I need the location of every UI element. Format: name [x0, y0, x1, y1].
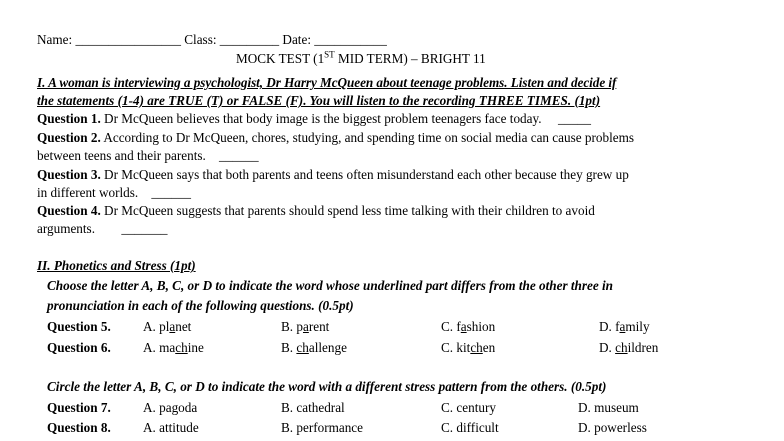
question-4-text-line2: arguments. _______	[37, 221, 168, 236]
question-6-option-d	[599, 339, 658, 358]
option-text: B. p	[281, 319, 303, 334]
option-text: rent	[308, 319, 330, 334]
question-6	[0, 339, 784, 358]
question-8-option-a: A. attitude	[143, 420, 199, 435]
option-text: D.	[599, 340, 616, 355]
question-8	[0, 419, 784, 438]
option-text: C. f	[441, 319, 461, 334]
option-text: A. pl	[143, 319, 170, 334]
question-4-text-line1: Dr McQueen suggests that parents should spend less time talking with their children to avoid	[100, 203, 595, 218]
section2-instruction-a-line2: pronunciation in each of the following questions. (0.5pt)	[47, 298, 354, 313]
option-text: A. ma	[143, 340, 176, 355]
underlined-part: ch	[296, 340, 309, 355]
question-4-label: Question 4.	[37, 203, 101, 218]
question-7-option-b: B. cathedral	[281, 400, 345, 415]
underlined-part: ch	[615, 340, 628, 355]
student-info-line: Name: ________________ Class: _________ Date: ___________	[37, 32, 387, 47]
question-5-option-b	[281, 318, 329, 337]
option-text: shion	[466, 319, 496, 334]
question-1	[37, 110, 591, 129]
question-7-option-d: D. museum	[578, 400, 639, 415]
option-text: B.	[281, 340, 297, 355]
option-text: allenge	[308, 340, 347, 355]
question-8-label: Question 8.	[47, 420, 111, 435]
question-3-text-line2: in different worlds. ______	[37, 185, 191, 200]
question-3	[37, 166, 629, 185]
title-suffix: MID TERM) – BRIGHT 11	[334, 51, 486, 66]
question-5	[0, 318, 784, 337]
question-1-text: Dr McQueen believes that body image is the biggest problem teenagers face today. _____	[100, 111, 591, 126]
question-6-option-b	[281, 339, 347, 358]
section1-instruction-line2: the statements (1-4) are TRUE (T) or FALSE (F). You will listen to the recording THREE TIMES. (1pt)	[37, 93, 601, 108]
question-7-label: Question 7.	[47, 400, 111, 415]
underlined-part: a	[169, 319, 176, 334]
question-6-option-a	[143, 339, 204, 358]
option-text: net	[175, 319, 192, 334]
page-title	[236, 50, 486, 69]
title-prefix: MOCK TEST (1	[236, 51, 325, 66]
underlined-part: a	[619, 319, 626, 334]
question-5-label: Question 5.	[47, 319, 111, 334]
question-7	[0, 399, 784, 418]
question-6-option-c	[441, 339, 495, 358]
question-5-option-a	[143, 318, 191, 337]
option-text: en	[482, 340, 496, 355]
question-7-option-c: C. century	[441, 400, 496, 415]
title-superscript: ST	[324, 49, 335, 60]
question-8-option-c: C. difficult	[441, 420, 499, 435]
option-text: C. kit	[441, 340, 471, 355]
question-2	[37, 129, 634, 148]
question-6-label: Question 6.	[47, 340, 111, 355]
question-3-label: Question 3.	[37, 167, 101, 182]
underlined-part: a	[302, 319, 309, 334]
question-4	[37, 202, 595, 221]
question-5-option-c	[441, 318, 495, 337]
question-7-option-a: A. pagoda	[143, 400, 198, 415]
option-text: mily	[625, 319, 650, 334]
section1-instruction-line1: I. A woman is interviewing a psychologist, Dr Harry McQueen about teenage problems. Listen and decide if	[37, 75, 617, 90]
underlined-part: ch	[470, 340, 483, 355]
question-2-text-line2: between teens and their parents. ______	[37, 148, 259, 163]
section2-instruction-a-line1: Choose the letter A, B, C, or D to indicate the word whose underlined part differs from the other three in	[47, 278, 614, 293]
question-1-label: Question 1.	[37, 111, 101, 126]
question-8-option-b: B. performance	[281, 420, 364, 435]
question-5-option-d	[599, 318, 650, 337]
section2-instruction-b: Circle the letter A, B, C, or D to indicate the word with a different stress pattern from the others. (0.5pt)	[47, 379, 607, 394]
option-text: ine	[187, 340, 204, 355]
option-text: ildren	[627, 340, 659, 355]
underlined-part: ch	[175, 340, 188, 355]
question-8-option-d: D. powerless	[578, 420, 647, 435]
question-3-text-line1: Dr McQueen says that both parents and teens often misunderstand each other because they grew up	[100, 167, 629, 182]
question-2-label: Question 2.	[37, 130, 101, 145]
section2-heading: II. Phonetics and Stress (1pt)	[37, 258, 196, 273]
option-text: D. f	[599, 319, 620, 334]
underlined-part: a	[460, 319, 467, 334]
question-2-text-line1: According to Dr McQueen, chores, studying, and spending time on social media can cause problems	[100, 130, 634, 145]
